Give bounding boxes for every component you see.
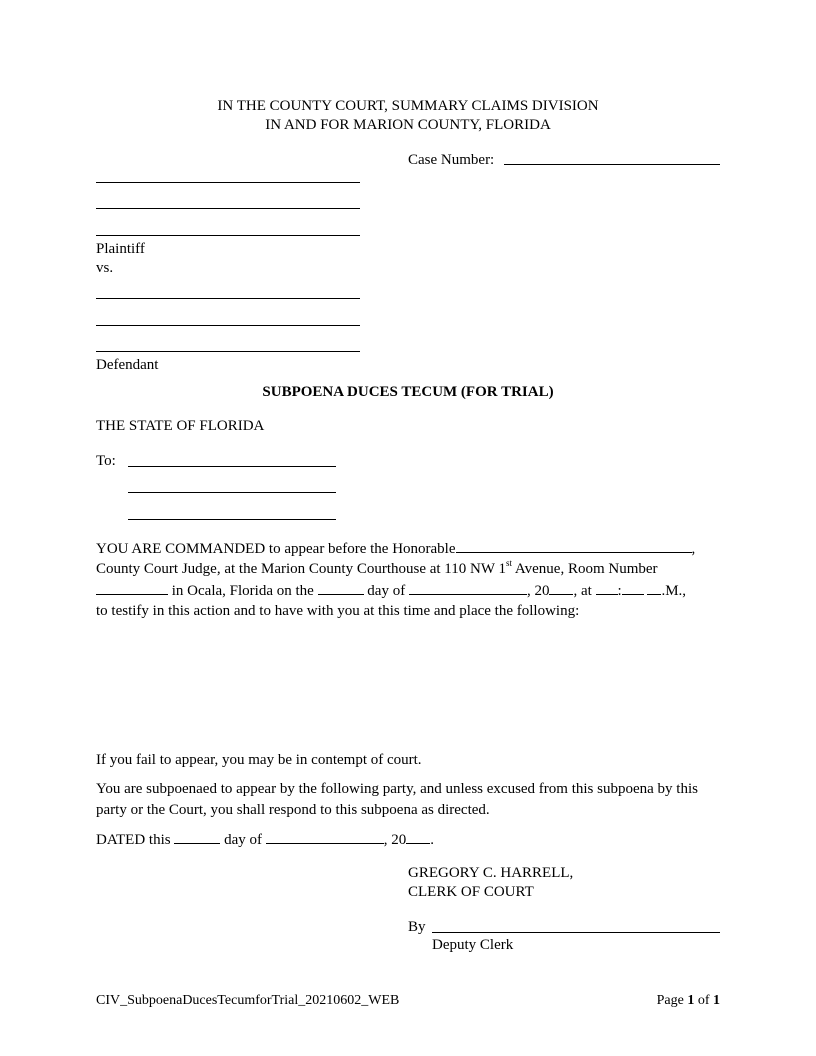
command-line-2 (96, 560, 658, 578)
command-text-11: .M., (661, 583, 687, 599)
state-line: THE STATE OF FLORIDA (96, 418, 265, 434)
page-indicator (657, 992, 720, 1010)
contempt-notice: If you fail to appear, you may be in contempt of court. (96, 752, 422, 768)
page-of-label: of (694, 993, 713, 1008)
recipient-line-2[interactable] (128, 492, 336, 493)
case-number-label: Case Number: (408, 152, 495, 168)
recipient-line-1[interactable] (128, 466, 336, 467)
command-text-4: Avenue, Room Number (511, 561, 658, 577)
command-text-7: , 20 (526, 583, 550, 599)
appear-ampm-field[interactable] (647, 581, 661, 595)
appear-day-field[interactable] (318, 581, 364, 595)
command-text-6: day of (363, 583, 409, 599)
to-label: To: (96, 453, 116, 469)
plaintiff-label: Plaintiff (96, 241, 145, 257)
appear-hour-field[interactable] (596, 581, 618, 595)
plaintiff-line-2[interactable] (96, 208, 360, 209)
dated-text-1: DATED this (96, 832, 175, 848)
command-text-3: County Court Judge, at the Marion County Courthouse at 110 NW 1 (96, 561, 506, 577)
clerk-name: GREGORY C. HARRELL, (408, 865, 574, 881)
dated-year-field[interactable] (406, 830, 430, 844)
command-text-2: , (691, 541, 696, 557)
dated-text-3: , 20 (383, 832, 407, 848)
command-text-8: , at (573, 583, 596, 599)
dated-month-field[interactable] (266, 830, 384, 844)
by-label: By (408, 919, 426, 935)
ordinal-suffix: st (505, 558, 512, 568)
form-id: CIV_SubpoenaDucesTecumforTrial_20210602_WEB (96, 993, 400, 1008)
judge-name-field[interactable] (456, 539, 692, 553)
recipient-line-3[interactable] (128, 519, 336, 520)
plaintiff-line-1[interactable] (96, 182, 360, 183)
dated-day-field[interactable] (174, 830, 220, 844)
command-line-4: to testify in this action and to have with you at this time and place the following: (96, 603, 580, 619)
defendant-line-3[interactable] (96, 351, 360, 352)
dated-line (96, 830, 434, 849)
dated-text-2: day of (220, 832, 266, 848)
deputy-signature-field[interactable] (432, 932, 720, 933)
defendant-line-1[interactable] (96, 298, 360, 299)
appear-month-field[interactable] (409, 581, 527, 595)
appear-year-field[interactable] (549, 581, 573, 595)
command-line-3 (96, 581, 686, 600)
command-text-5: in Ocala, Florida on the (168, 583, 318, 599)
page-current: 1 (687, 993, 695, 1008)
dated-text-4: . (430, 832, 434, 848)
case-number-field[interactable] (504, 164, 720, 165)
page-label: Page (656, 993, 688, 1008)
court-heading: IN THE COUNTY COURT, SUMMARY CLAIMS DIVISION (217, 98, 599, 114)
document-title: SUBPOENA DUCES TECUM (FOR TRIAL) (262, 384, 554, 400)
subpoena-notice: You are subpoenaed to appear by the following party, and unless excused from this subpoena by this party or the Court, you shall respond to this subpoena as directed. (96, 781, 698, 818)
appear-minute-field[interactable] (622, 581, 644, 595)
command-line-1 (96, 539, 695, 558)
defendant-line-2[interactable] (96, 325, 360, 326)
command-text-1: YOU ARE COMMANDED to appear before the Honorable (96, 541, 456, 557)
deputy-clerk-label: Deputy Clerk (432, 937, 514, 953)
clerk-title: CLERK OF COURT (408, 884, 534, 900)
versus-label: vs. (96, 260, 114, 276)
room-number-field[interactable] (96, 581, 168, 595)
county-heading: IN AND FOR MARION COUNTY, FLORIDA (265, 117, 551, 133)
command-text-9: : (617, 583, 622, 599)
plaintiff-line-3[interactable] (96, 235, 360, 236)
defendant-label: Defendant (96, 357, 159, 373)
page-total: 1 (713, 993, 720, 1008)
